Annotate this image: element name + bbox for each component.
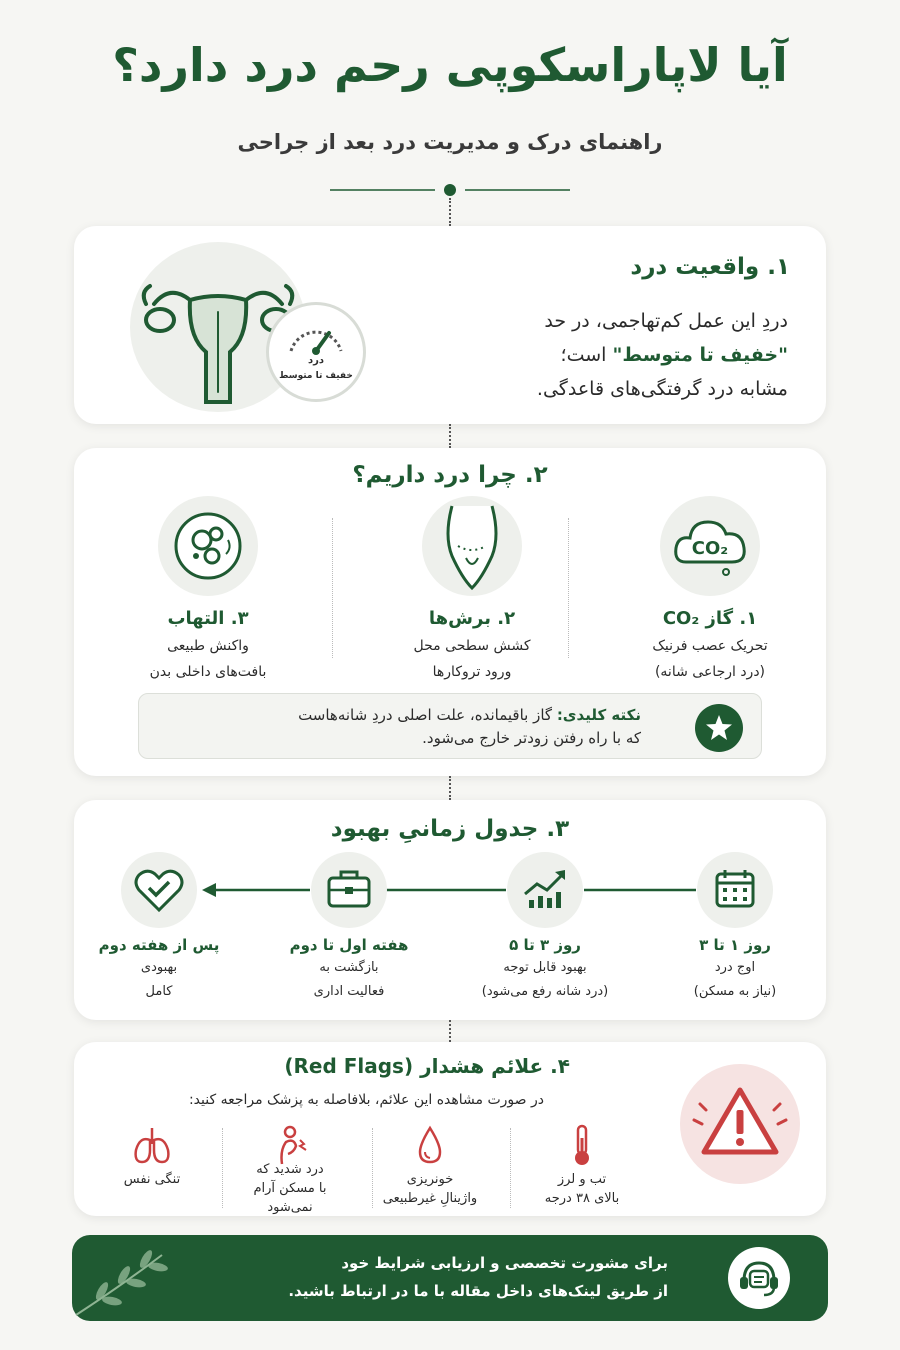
red-flag-line2: بالای ۳۸ درجه [544, 1191, 620, 1206]
abdomen-incision-icon [422, 496, 522, 596]
key-note-line2: که با راه رفتن زودتر خارج می‌شود. [422, 729, 641, 747]
section4-title: ۴. علائم هشدار (Red Flags) [284, 1054, 570, 1078]
connector-line [449, 776, 451, 800]
timeline-step-line1: بازگشت به [319, 960, 379, 975]
cause-separator [332, 518, 333, 658]
gauge-icon [269, 309, 363, 359]
consultation-footer [72, 1235, 828, 1321]
red-flag-separator [372, 1128, 373, 1208]
key-note-label: نکته کلیدی: [556, 706, 641, 724]
red-flag-item [82, 1124, 222, 1189]
timeline-step [650, 852, 820, 1004]
red-flag-text [512, 1170, 652, 1208]
cause-line1: تحریک عصب فرنیک [652, 638, 768, 654]
cause-line1: کشش سطحی محل [413, 638, 531, 654]
section1-line2: است؛ [560, 344, 613, 366]
page-subtitle: راهنمای درک و مدیریت درد بعد از جراحی [237, 130, 663, 154]
red-flag-line3: نمی‌شود [267, 1200, 313, 1215]
cause-line2: بافت‌های داخلی بدن [149, 664, 267, 680]
pain-causes-card [74, 448, 826, 776]
timeline-step-line2: (درد شانه رفع می‌شود) [481, 984, 609, 999]
key-note-line1: گاز باقیمانده، علت اصلی دردِ شانه‌هاست [298, 706, 557, 724]
timeline-step-line2: (نیاز به مسکن) [693, 984, 777, 999]
red-flag-text [360, 1170, 500, 1208]
red-flag-line1: تب و لرز [557, 1172, 607, 1187]
red-flags-intro: در صورت مشاهده این علائم، بلافاصله به پزشک مراجعه کنید: [188, 1092, 544, 1108]
timeline-step-line1: اوج درد [714, 960, 756, 975]
red-flags-card [74, 1042, 826, 1216]
section1-body [468, 304, 788, 406]
heart-check-icon [121, 852, 197, 928]
pain-reality-card [74, 226, 826, 424]
gauge-value: خفیف تا متوسط [279, 371, 353, 381]
section2-title: ۲. چرا درد داریم؟ [352, 462, 548, 488]
red-flag-line1: درد شدید که [256, 1162, 324, 1177]
timeline-step [74, 852, 244, 1004]
section3-title: ۳. جدول زمانیِ بهبود [330, 816, 570, 842]
cause-title: ۱. گاز CO₂ [662, 608, 758, 629]
cause-line2: ورود تروکارها [432, 664, 512, 680]
timeline-step [460, 852, 630, 1004]
section1-highlight: "خفیف تا متوسط" [612, 344, 788, 366]
key-note-text [221, 704, 641, 750]
timeline-step-title: روز ۳ تا ۵ [509, 936, 581, 954]
warning-badge [680, 1064, 800, 1184]
header-divider [330, 180, 570, 200]
thermometer-icon [512, 1124, 652, 1164]
section1-line1: دردِ این عمل کم‌تهاجمی، در حد [544, 310, 788, 332]
key-note-box [138, 693, 762, 759]
co2-cloud-icon [660, 496, 760, 596]
calendar-icon [697, 852, 773, 928]
red-flag-item [360, 1124, 500, 1208]
timeline-step-line2: کامل [145, 984, 173, 999]
red-flag-item [512, 1124, 652, 1208]
cause-title: ۲. برش‌ها [428, 608, 516, 629]
red-flag-separator [222, 1128, 223, 1208]
timeline-step-title: هفته اول تا دوم [289, 936, 409, 954]
connector-line [449, 198, 451, 226]
timeline-step-title: پس از هفته دوم [98, 936, 220, 954]
red-flag-separator [510, 1128, 511, 1208]
red-flag-line1: تنگی نفس [123, 1172, 181, 1187]
red-flag-line2: واژینالِ غیرطبیعی [382, 1191, 478, 1206]
cause-item [372, 496, 572, 685]
cause-line2: (درد ارجاعی شانه) [654, 664, 766, 680]
connector-line [449, 1020, 451, 1042]
support-headset-icon [728, 1247, 790, 1309]
severe-pain-icon [220, 1124, 360, 1164]
leaf-branch-icon [72, 1235, 182, 1321]
cause-title: ۳. التهاب [167, 608, 249, 629]
timeline-step-line1: بهبودی [140, 960, 178, 975]
briefcase-icon [311, 852, 387, 928]
connector-line [449, 424, 451, 448]
red-flag-line2: با مسکن آرام [253, 1181, 327, 1196]
gauge-label: درد [307, 355, 325, 366]
red-flag-text [82, 1170, 222, 1189]
star-icon [695, 704, 743, 752]
red-flag-line1: خونریزی [406, 1172, 454, 1187]
timeline-step [264, 852, 434, 1004]
recovery-timeline-card [74, 800, 826, 1020]
trend-up-icon [507, 852, 583, 928]
timeline-step-line1: بهبود قابل توجه [503, 960, 587, 975]
blood-drop-icon [360, 1124, 500, 1164]
pain-gauge [266, 302, 366, 402]
section1-line3: مشابه درد گرفتگی‌های قاعدگی. [536, 378, 788, 400]
warning-triangle-icon [680, 1064, 800, 1184]
footer-line1: برای مشورت تخصصی و ارزیابی شرایط خود [341, 1254, 668, 1272]
svg-text:CO₂: CO₂ [691, 538, 729, 559]
timeline-step-line2: فعالیت اداری [313, 984, 385, 999]
lungs-icon [82, 1124, 222, 1164]
red-flag-text [220, 1160, 360, 1217]
inflammation-cells-icon [158, 496, 258, 596]
footer-text [228, 1249, 668, 1305]
cause-line1: واکنش طبیعی [167, 638, 249, 654]
page-title: آیا لاپاراسکوپی رحم درد دارد؟ [112, 38, 788, 92]
red-flag-item [220, 1124, 360, 1217]
section1-title: ۱. واقعیت درد [630, 254, 790, 280]
cause-item [610, 496, 810, 685]
timeline-step-title: روز ۱ تا ۳ [699, 936, 771, 954]
cause-item [108, 496, 308, 685]
footer-line2: از طریق لینک‌های داخل مقاله با ما در ارتباط باشید. [288, 1282, 668, 1300]
